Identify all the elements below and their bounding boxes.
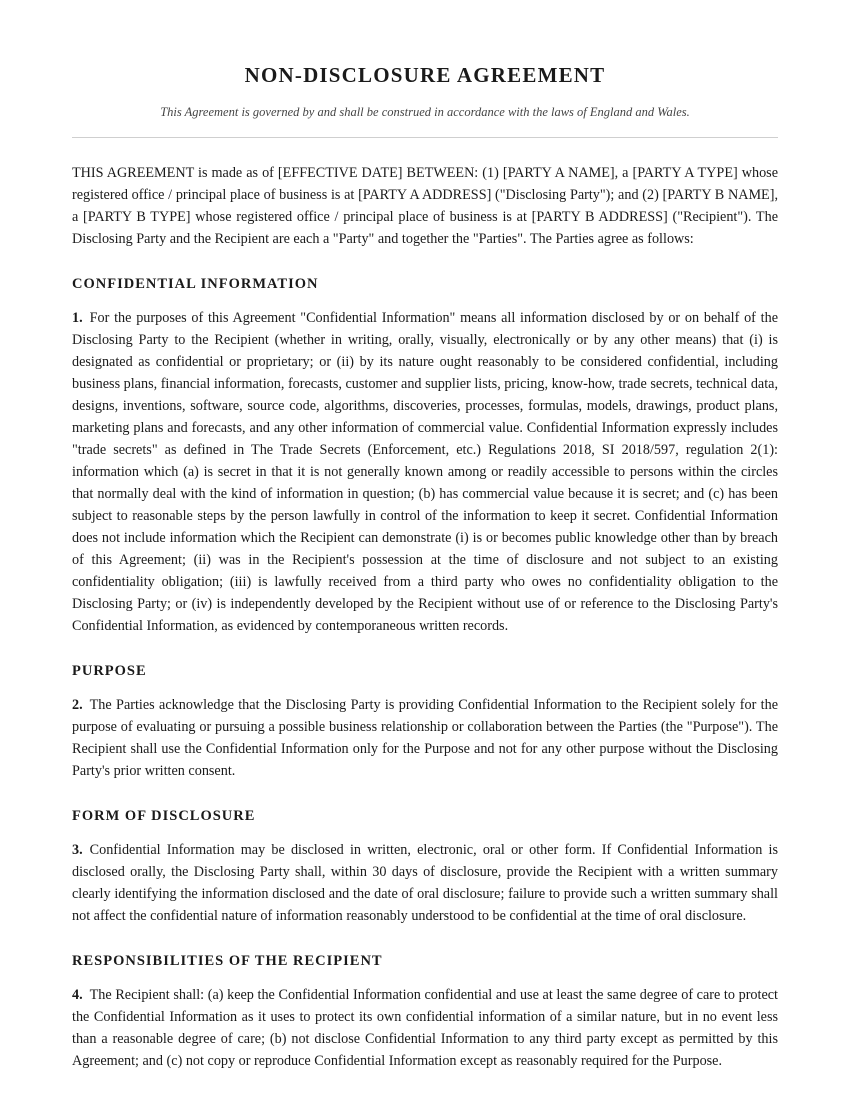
clause-text: The Recipient shall: (a) keep the Confidential Information confidential and use at least the same degree of care to protect the Confidential Information as it uses to protect its own confidential information of a similar nature, but in no event less than a reasonable degree of care; (b) not disclose Confidential Information to any third party except as permitted by this Agreement; and (c) not copy or reproduce Confidential Information except as reasonably required for the Purpose.	[72, 987, 778, 1069]
document-title: NON-DISCLOSURE AGREEMENT	[244, 63, 606, 87]
clause-number: 3.	[72, 842, 83, 858]
clause-number: 2.	[72, 697, 83, 713]
clause-text: For the purposes of this Agreement "Confidential Information" means all information disclosed by or on behalf of the Disclosing Party to the Recipient (whether in writing, orally, visually, electronically or by any other means) that (i) is designated as confidential or proprietary; or (ii) by its nature ought reasonably to be considered confidential, including business plans, financial information, forecasts, customer and supplier lists, pricing, know-how, trade secrets, technical data, designs, inventions, software, source code, algorithms, discoveries, processes, formulas, models, drawings, product plans, marketing plans and forecasts, and any other information of commercial value. Confidential Information expressly includes "trade secrets" as defined in The Trade Secrets (Enforcement, etc.) Regulations 2018, SI 2018/597, regulation 2(1): information which (a) is secret in that it is not generally known among or readily accessible to persons within the circles that normally deal with the kind of information in question; (b) has commercial value because it is secret; and (c) has been subject to reasonable steps by the person lawfully in control of the information to keep it secret. Confidential Information does not include information which the Recipient can demonstrate (i) is or becomes public knowledge other than by breach of this Agreement; (ii) was in the Recipient's possession at the time of disclosure and not subject to an existing confidentiality obligation; (iii) is lawfully received from a third party who owes no confidentiality obligation to the Disclosing Party; or (iv) is independently developed by the Recipient without use of or reference to the Disclosing Party's Confidential Information, as evidenced by contemporaneous written records.	[72, 310, 778, 634]
section-heading-confidential-information: CONFIDENTIAL INFORMATION	[72, 276, 319, 292]
intro-paragraph: THIS AGREEMENT is made as of [EFFECTIVE DATE] BETWEEN: (1) [PARTY A NAME], a [PARTY A TYPE] whose registered office / principal place of business is at [PARTY A ADDRESS] ("Disclosing Party"); and (2) [PARTY B NAME], a [PARTY B TYPE] whose registered office / principal place of business is at [PARTY B ADDRESS] ("Recipient"). The Disclosing Party and the Recipient are each a "Party" and together the "Parties". The Parties agree as follows:	[72, 165, 778, 247]
clause-text: Confidential Information may be disclosed in written, electronic, oral or other form. If Confidential Information is disclosed orally, the Disclosing Party shall, within 30 days of disclosure, provide the Recipient with a written summary clearly identifying the information disclosed and the date of oral disclosure; failure to provide such a written summary shall not affect the confidential nature of information reasonably understood to be confidential at the time of oral disclosure.	[72, 842, 778, 924]
clause-number: 4.	[72, 987, 83, 1003]
clause-text: The Parties acknowledge that the Disclosing Party is providing Confidential Information to the Recipient solely for the purpose of evaluating or pursuing a possible business relationship or collaboration between the Parties (the "Purpose"). The Recipient shall use the Confidential Information only for the Purpose and not for any other purpose without the Disclosing Party's prior written consent.	[72, 697, 778, 779]
document-page	[72, 0, 778, 1072]
clause-number: 1.	[72, 310, 83, 326]
section-heading-purpose: PURPOSE	[72, 663, 147, 679]
clause-2	[72, 694, 778, 782]
clause-1	[72, 307, 778, 637]
section-heading-responsibilities-of-the-recipient: RESPONSIBILITIES OF THE RECIPIENT	[72, 953, 383, 969]
governing-law-note: This Agreement is governed by and shall be construed in accordance with the laws of England and Wales.	[160, 105, 690, 119]
clause-4	[72, 984, 778, 1072]
section-heading-form-of-disclosure: FORM OF DISCLOSURE	[72, 808, 256, 824]
title-divider	[72, 137, 778, 138]
clause-3	[72, 839, 778, 927]
